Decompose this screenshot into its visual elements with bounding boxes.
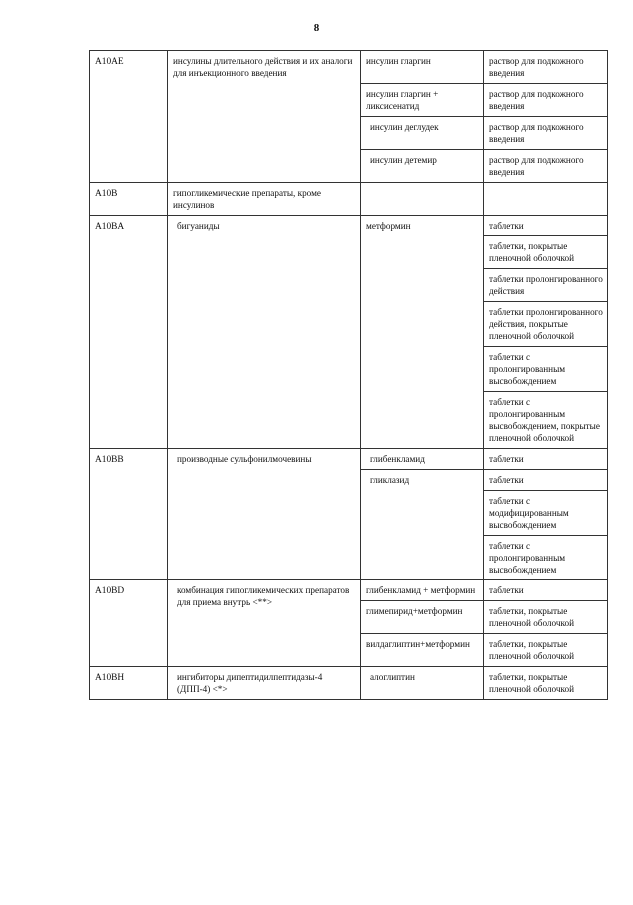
page-number: 8 (313, 22, 320, 34)
atc-code-cell: A10B (90, 182, 168, 215)
anatomical-group-cell: комбинация гипогликемических препаратов для приема внутрь <**> (168, 580, 361, 667)
table-row (90, 182, 608, 215)
anatomical-group-cell: бигуаниды (168, 215, 361, 448)
drug-name-cell: инсулин детемир (361, 149, 484, 182)
dosage-form-cell: таблетки с пролонгированным высвобождением, покрытые пленочной оболочкой (484, 392, 608, 449)
drug-table-body (90, 51, 608, 700)
drug-name-cell: глибенкламид (361, 448, 484, 469)
dosage-form-cell: таблетки, покрытые пленочной оболочкой (484, 634, 608, 667)
table-row (90, 51, 608, 84)
dosage-form-cell: таблетки пролонгированного действия (484, 269, 608, 302)
dosage-form-cell: таблетки (484, 580, 608, 601)
anatomical-group-cell: ингибиторы дипептидилпептидазы-4 (ДПП-4) <*> (168, 667, 361, 700)
dosage-form-cell: раствор для подкожного введения (484, 83, 608, 116)
dosage-form-cell: таблетки с модифицированным высвобождением (484, 490, 608, 535)
dosage-form-cell: таблетки (484, 215, 608, 236)
drug-name-cell: алоглиптин (361, 667, 484, 700)
anatomical-group-cell: производные сульфонилмочевины (168, 448, 361, 580)
drug-name-cell: глибенкламид + метформин (361, 580, 484, 601)
dosage-form-cell: таблетки, покрытые пленочной оболочкой (484, 667, 608, 700)
dosage-form-cell: таблетки пролонгированного действия, покрытые пленочной оболочкой (484, 302, 608, 347)
table-row (90, 667, 608, 700)
dosage-form-cell: раствор для подкожного введения (484, 51, 608, 84)
dosage-form-cell: таблетки с пролонгированным высвобождением (484, 535, 608, 580)
dosage-form-cell: таблетки, покрытые пленочной оболочкой (484, 236, 608, 269)
drug-name-cell (361, 182, 484, 215)
drug-name-cell: глимепирид+метформин (361, 601, 484, 634)
dosage-form-cell: таблетки с пролонгированным высвобождением (484, 347, 608, 392)
anatomical-group-cell: инсулины длительного действия и их аналоги для инъекционного введения (168, 51, 361, 183)
table-row (90, 448, 608, 469)
dosage-form-cell: раствор для подкожного введения (484, 149, 608, 182)
drug-name-cell: инсулин деглудек (361, 116, 484, 149)
table-row (90, 215, 608, 236)
atc-code-cell: A10BH (90, 667, 168, 700)
dosage-form-cell: раствор для подкожного введения (484, 116, 608, 149)
dosage-form-cell: таблетки (484, 469, 608, 490)
drug-name-cell: метформин (361, 215, 484, 448)
drug-name-cell: вилдаглиптин+метформин (361, 634, 484, 667)
dosage-form-cell (484, 182, 608, 215)
drug-name-cell: гликлазид (361, 469, 484, 580)
table-row (90, 580, 608, 601)
drug-name-cell: инсулин гларгин (361, 51, 484, 84)
dosage-form-cell: таблетки (484, 448, 608, 469)
dosage-form-cell: таблетки, покрытые пленочной оболочкой (484, 601, 608, 634)
atc-code-cell: A10BB (90, 448, 168, 580)
atc-code-cell: A10BA (90, 215, 168, 448)
anatomical-group-cell: гипогликемические препараты, кроме инсулинов (168, 182, 361, 215)
atc-code-cell: A10BD (90, 580, 168, 667)
drug-name-cell: инсулин гларгин + ликсисенатид (361, 83, 484, 116)
atc-code-cell: A10AE (90, 51, 168, 183)
drug-table (89, 50, 608, 700)
